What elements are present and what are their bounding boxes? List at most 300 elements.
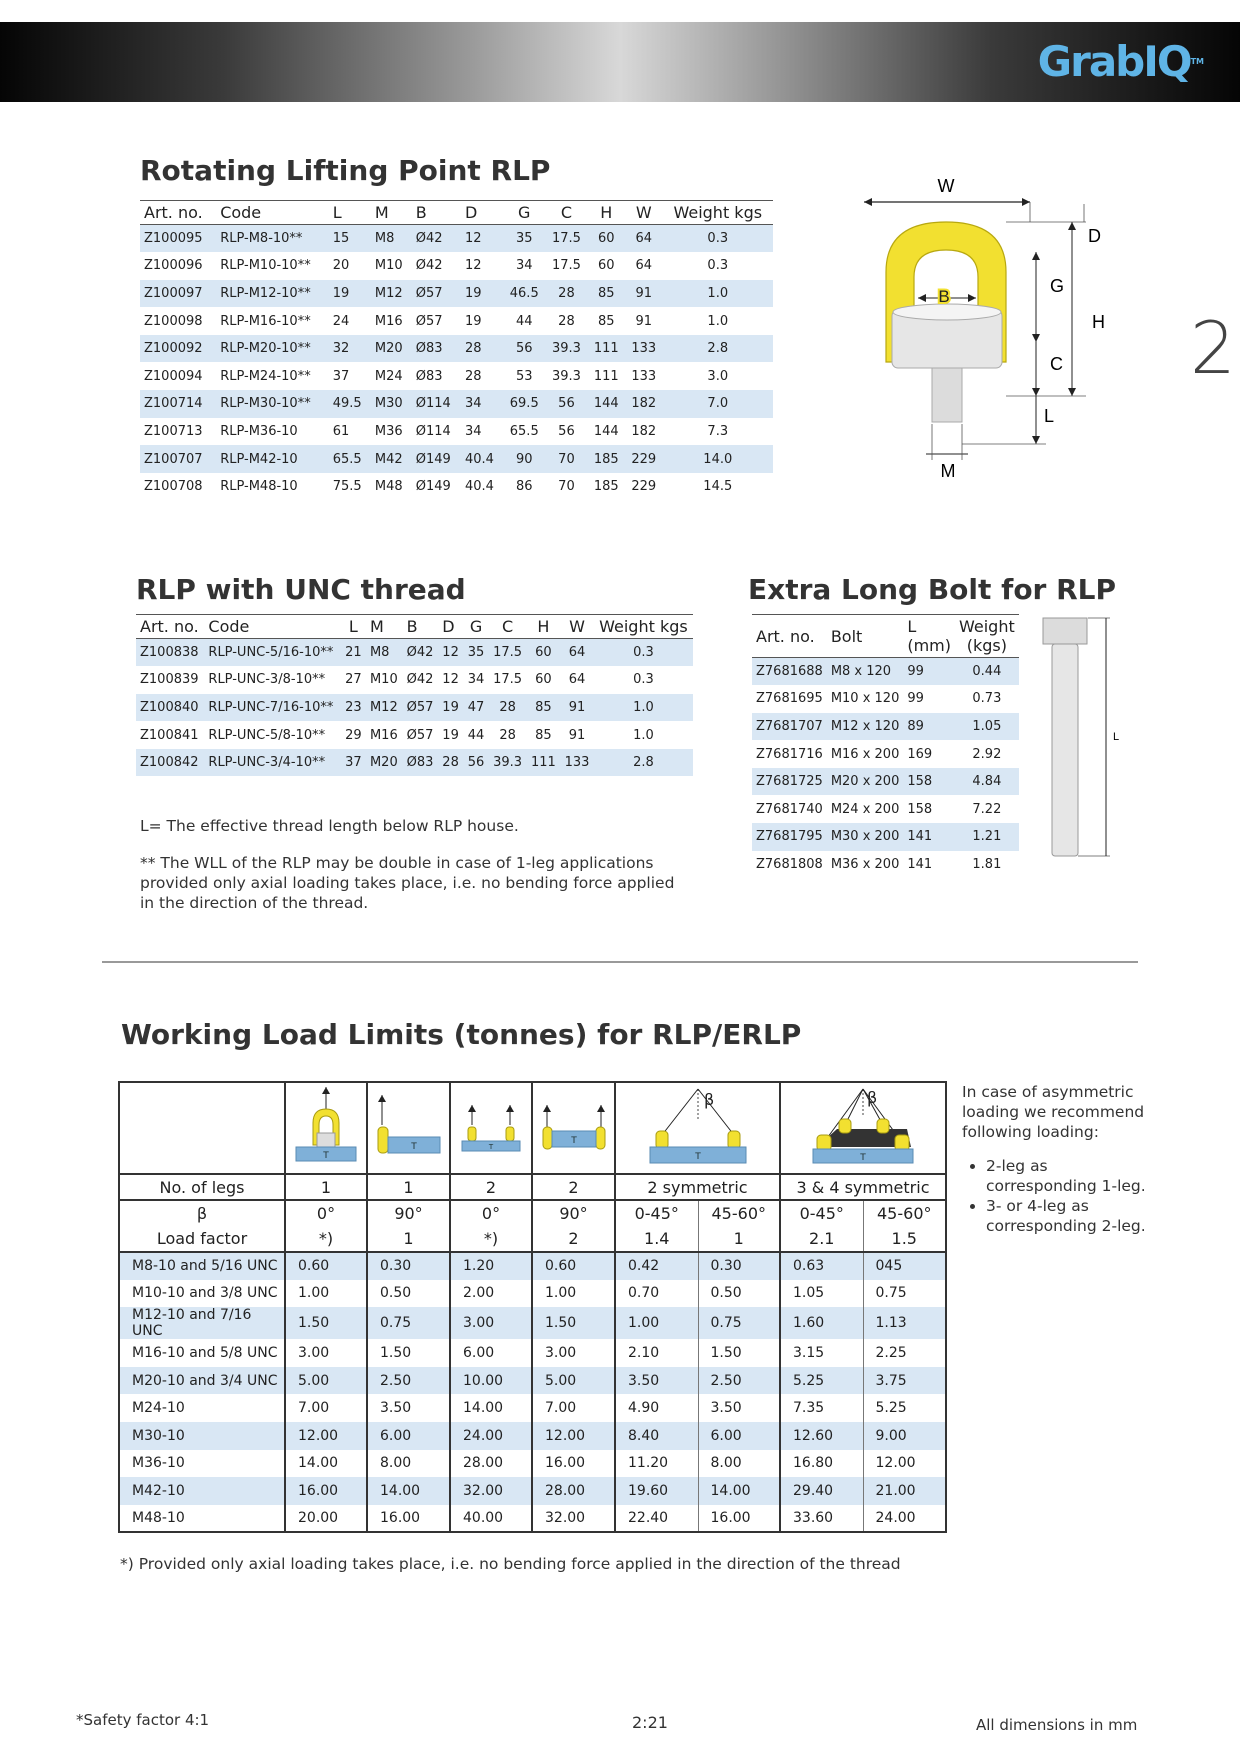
table-cell: 86 <box>503 473 545 501</box>
grabiq-logo: GrabIQTM <box>1037 37 1204 86</box>
section-divider <box>102 961 1138 963</box>
column-header: W <box>560 615 594 639</box>
column-header: Weight (kgs) <box>955 615 1019 658</box>
table-cell: 7.3 <box>707 423 729 439</box>
table-row <box>140 445 773 473</box>
wll-value: 16.80 <box>780 1450 863 1478</box>
table-cell: 56 <box>558 423 575 439</box>
table-row <box>136 721 693 749</box>
table-cell: 90 <box>503 445 545 473</box>
table-cell: M10 x 120 <box>830 691 900 707</box>
wll-value: 0.75 <box>698 1307 780 1339</box>
column-header: H <box>588 201 626 225</box>
beta-value: 45-60° <box>863 1200 946 1226</box>
column-header: G <box>503 201 545 225</box>
table-cell: Z7681795 <box>752 823 827 851</box>
table-cell: 229 <box>625 445 663 473</box>
asymmetric-note-item: • 3- or 4-leg as corresponding 2-leg. <box>986 1196 1162 1236</box>
size-label: M36-10 <box>119 1450 285 1478</box>
table-cell: 12 <box>438 639 463 667</box>
table-cell: RLP-UNC-5/8-10** <box>208 727 326 743</box>
wll-value: 0.75 <box>367 1307 450 1339</box>
table-cell: 29 <box>345 727 362 743</box>
size-label: M30-10 <box>119 1422 285 1450</box>
wll-value: 0.42 <box>615 1252 698 1280</box>
table-cell: M36 x 200 <box>827 851 904 879</box>
wll-value: 3.15 <box>780 1339 863 1367</box>
wll-value: 16.00 <box>285 1477 367 1505</box>
table-cell: RLP-M12-10** <box>216 280 329 308</box>
wll-value: 0.75 <box>863 1280 946 1308</box>
load-factor-value: 2.1 <box>780 1226 863 1252</box>
table-cell: Z100094 <box>144 368 203 384</box>
legs-value: 2 <box>450 1174 532 1200</box>
table-cell: Ø42 <box>403 639 439 667</box>
table-cell: 185 <box>588 445 626 473</box>
table-cell: Ø42 <box>412 225 461 253</box>
table-row <box>136 749 693 777</box>
beta-value: 0-45° <box>615 1200 698 1226</box>
table-cell: 133 <box>631 368 657 384</box>
wll-value: 0.50 <box>698 1280 780 1308</box>
wll-value: 7.00 <box>285 1394 367 1422</box>
bolt-shank <box>1052 644 1078 856</box>
table-cell: 39.3 <box>551 368 581 384</box>
table-cell: M16 <box>369 727 398 743</box>
table-cell: 1.05 <box>955 713 1019 741</box>
size-label: M10-10 and 3/8 UNC <box>119 1280 285 1308</box>
table-cell: 17.5 <box>493 672 523 688</box>
wll-value: 3.50 <box>698 1394 780 1422</box>
table-cell: 23 <box>341 694 366 722</box>
table-cell: RLP-M20-10** <box>216 335 329 363</box>
table-cell: 17.5 <box>551 258 581 274</box>
table-cell: 70 <box>545 445 587 473</box>
table-cell: 28 <box>545 280 587 308</box>
wll-value: 24.00 <box>450 1422 532 1450</box>
table-row <box>119 1280 946 1308</box>
dim-label-g: G <box>1050 276 1065 296</box>
wll-value: 19.60 <box>615 1477 698 1505</box>
wll-value: 1.50 <box>285 1307 367 1339</box>
wll-value: 5.25 <box>780 1367 863 1395</box>
dim-label-w: W <box>937 176 955 196</box>
wll-value: 7.00 <box>532 1394 615 1422</box>
wll-value: 8.00 <box>698 1450 780 1478</box>
wll-value: 12.60 <box>780 1422 863 1450</box>
wll-value: 0.60 <box>285 1252 367 1280</box>
svg-text:β: β <box>867 1088 878 1107</box>
table-cell: 99 <box>903 658 955 686</box>
wll-value: 3.50 <box>367 1394 450 1422</box>
table-cell: 1.21 <box>955 823 1019 851</box>
table-cell: 37 <box>332 368 350 384</box>
table-cell: Z100096 <box>144 258 203 274</box>
table-cell: 17.5 <box>545 225 587 253</box>
column-header: L (mm) <box>903 615 955 658</box>
wll-value: 7.35 <box>780 1394 863 1422</box>
wll-value: 40.00 <box>450 1505 532 1533</box>
table-cell: 56 <box>503 335 545 363</box>
table-cell: 85 <box>588 280 626 308</box>
wll-value: 5.25 <box>863 1394 946 1422</box>
table-cell: 2.92 <box>972 746 1002 762</box>
bolt-diagram <box>1038 612 1118 868</box>
column-header: W <box>625 201 663 225</box>
table-cell: 60 <box>535 672 552 688</box>
table-cell: Z7681707 <box>752 713 827 741</box>
wll-value: 1.50 <box>698 1339 780 1367</box>
table-row <box>752 658 1019 686</box>
load-factor-value: 1 <box>698 1226 780 1252</box>
bolt-dim-label-l: L <box>1113 731 1120 743</box>
table-cell: 4.84 <box>955 768 1019 796</box>
table-cell: 19 <box>442 727 459 743</box>
table-cell: Ø57 <box>406 727 434 743</box>
asymmetric-note <box>962 1082 1162 1236</box>
legs-value: 1 <box>285 1174 367 1200</box>
table-cell: Z100714 <box>140 390 216 418</box>
table-cell: M24 <box>374 368 403 384</box>
table-cell: 28 <box>461 335 503 363</box>
table-row <box>752 851 1019 879</box>
table-row <box>119 1450 946 1478</box>
wll-value: 0.30 <box>698 1252 780 1280</box>
table-cell: 91 <box>560 694 594 722</box>
table-cell: 0.3 <box>594 639 693 667</box>
wll-value: 29.40 <box>780 1477 863 1505</box>
table-cell: 44 <box>515 313 533 329</box>
rlp-bolt <box>932 368 962 422</box>
column-header: Art. no. <box>140 201 216 225</box>
table-cell: 75.5 <box>329 473 371 501</box>
wll-value: 1.00 <box>532 1280 615 1308</box>
column-header: Bolt <box>827 615 904 658</box>
table-cell: Ø57 <box>403 694 439 722</box>
column-header: G <box>463 615 488 639</box>
table-cell: M24 x 200 <box>830 801 900 817</box>
dim-label-c: C <box>1050 354 1063 374</box>
table-cell: 12 <box>461 225 503 253</box>
svg-text:T: T <box>570 1136 577 1146</box>
wll-value: 2.00 <box>450 1280 532 1308</box>
table-cell: RLP-M24-10** <box>220 368 311 384</box>
table-cell: Z7681716 <box>756 746 823 762</box>
table-cell: 0.3 <box>633 672 654 688</box>
table-cell: 32 <box>329 335 371 363</box>
svg-text:T: T <box>410 1142 417 1152</box>
beta-label: β <box>119 1200 285 1226</box>
table-cell: 1.0 <box>707 313 729 329</box>
size-label: M12-10 and 7/16 UNC <box>119 1307 285 1339</box>
table-cell: 185 <box>588 473 626 501</box>
table-cell: M30 <box>371 390 412 418</box>
table-cell: Z100098 <box>144 313 203 329</box>
table-cell: 85 <box>598 313 615 329</box>
pic-2-leg-0 <box>450 1082 532 1174</box>
table-cell: 91 <box>568 727 586 743</box>
wll-value: 3.50 <box>615 1367 698 1395</box>
table-cell: Ø42 <box>406 672 434 688</box>
table-cell: 17.5 <box>489 639 527 667</box>
table-cell: M16 <box>374 313 403 329</box>
table-cell: RLP-UNC-3/4-10** <box>204 749 340 777</box>
wll-value: 4.90 <box>615 1394 698 1422</box>
table-cell: 111 <box>588 335 626 363</box>
wll-value: 1.50 <box>367 1339 450 1367</box>
wll-value: 10.00 <box>450 1367 532 1395</box>
table-cell: 144 <box>588 390 626 418</box>
wll-value: 24.00 <box>863 1505 946 1533</box>
pic-1-leg-0 <box>285 1082 367 1174</box>
table-cell: RLP-UNC-7/16-10** <box>204 694 340 722</box>
table-cell: M20 <box>371 335 412 363</box>
table-cell: 28 <box>489 694 527 722</box>
table-cell: 0.3 <box>707 258 729 274</box>
table-row <box>752 685 1019 713</box>
table-row <box>140 418 773 446</box>
table-row <box>136 639 693 667</box>
wll-value: 3.00 <box>532 1339 615 1367</box>
table-row <box>119 1367 946 1395</box>
table-row <box>119 1394 946 1422</box>
wll-value: 2.10 <box>615 1339 698 1367</box>
legs-value: 1 <box>367 1174 450 1200</box>
size-label: M48-10 <box>119 1505 285 1533</box>
wll-value: 1.20 <box>450 1252 532 1280</box>
table-cell: Z100841 <box>140 727 199 743</box>
wll-value: 8.00 <box>367 1450 450 1478</box>
wll-value: 1.50 <box>532 1307 615 1339</box>
table-cell: 28 <box>558 313 575 329</box>
dim-label-l: L <box>1044 406 1055 426</box>
table-cell: 141 <box>903 823 955 851</box>
load-factor-value: 1.4 <box>615 1226 698 1252</box>
table-cell: 0.44 <box>955 658 1019 686</box>
column-header: H <box>527 615 561 639</box>
table-cell: 39.3 <box>545 335 587 363</box>
table-cell: M12 <box>366 694 403 722</box>
wll-value: 22.40 <box>615 1505 698 1533</box>
column-header: C <box>545 201 587 225</box>
size-label: M8-10 and 5/16 UNC <box>119 1252 285 1280</box>
table-cell: M20 x 200 <box>827 768 904 796</box>
table-cell: 34 <box>461 390 503 418</box>
table-cell: 158 <box>907 801 933 817</box>
load-factor-value: 1.5 <box>863 1226 946 1252</box>
table-cell: Z100839 <box>140 672 199 688</box>
table-cell: Z100092 <box>140 335 216 363</box>
table-cell: 39.3 <box>489 749 527 777</box>
table-cell: 19 <box>464 313 482 329</box>
size-label: M42-10 <box>119 1477 285 1505</box>
table-cell: M30 x 200 <box>827 823 904 851</box>
table-row <box>140 390 773 418</box>
table-cell: 14.5 <box>663 473 773 501</box>
footer-safety-factor: *Safety factor 4:1 <box>76 1711 210 1729</box>
wll-value: 28.00 <box>532 1477 615 1505</box>
table-cell: 47 <box>463 694 488 722</box>
rlp-dimension-diagram <box>856 172 1136 492</box>
dim-label-h: H <box>1092 312 1105 332</box>
wll-value: 12.00 <box>285 1422 367 1450</box>
wll-value: 0.50 <box>367 1280 450 1308</box>
table-cell: 61 <box>332 423 350 439</box>
wll-value: 14.00 <box>450 1394 532 1422</box>
table-cell: Ø57 <box>415 313 443 329</box>
table-cell: 133 <box>560 749 594 777</box>
table-cell: 111 <box>527 749 561 777</box>
table-cell: 99 <box>907 691 924 707</box>
svg-text:T: T <box>488 1143 494 1151</box>
table-cell: 64 <box>625 225 663 253</box>
table-cell: 28 <box>464 368 482 384</box>
wll-value: 16.00 <box>698 1505 780 1533</box>
table-cell: 37 <box>341 749 366 777</box>
table-cell: 35 <box>503 225 545 253</box>
table-row <box>752 823 1019 851</box>
table-cell: Z100840 <box>136 694 204 722</box>
table-row <box>140 307 773 335</box>
load-factor-value: *) <box>450 1226 532 1252</box>
svg-text:T: T <box>860 1153 866 1163</box>
table-cell: M8 <box>366 639 403 667</box>
size-label: M16-10 and 5/8 UNC <box>119 1339 285 1367</box>
table-cell: Ø83 <box>403 749 439 777</box>
wll-value: 6.00 <box>450 1339 532 1367</box>
column-header: Weight kgs <box>663 201 773 225</box>
table-cell: 28 <box>438 749 463 777</box>
load-factor-value: *) <box>285 1226 367 1252</box>
table-cell: 133 <box>625 335 663 363</box>
column-header: Code <box>216 201 329 225</box>
table-cell: M12 <box>371 280 412 308</box>
beta-value: 90° <box>532 1200 615 1226</box>
table-cell: Ø83 <box>412 335 461 363</box>
table-row <box>119 1307 946 1339</box>
table-cell: Ø83 <box>415 368 443 384</box>
table-cell: RLP-M42-10 <box>216 445 329 473</box>
table-cell: 89 <box>903 713 955 741</box>
table-cell: 85 <box>535 727 552 743</box>
table-row <box>119 1477 946 1505</box>
wll-value: 32.00 <box>532 1505 615 1533</box>
column-header: Code <box>204 615 340 639</box>
table-cell: M10 <box>369 672 398 688</box>
header-bar <box>0 22 1240 102</box>
table-cell: 69.5 <box>503 390 545 418</box>
wll-value: 2.25 <box>863 1339 946 1367</box>
table-cell: RLP-M16-10** <box>220 313 311 329</box>
table-cell: RLP-M8-10** <box>216 225 329 253</box>
table-cell: 1.0 <box>633 727 654 743</box>
table-cell: Z100097 <box>140 280 216 308</box>
pic-1-leg-90 <box>367 1082 450 1174</box>
table-cell: 85 <box>527 694 561 722</box>
table-cell: 19 <box>329 280 371 308</box>
table-cell: Ø149 <box>412 473 461 501</box>
beta-value: 0° <box>285 1200 367 1226</box>
table-cell: RLP-M10-10** <box>220 258 311 274</box>
dim-label-d: D <box>1088 226 1101 246</box>
wll-title: Working Load Limits (tonnes) for RLP/ERLP <box>121 1018 802 1051</box>
table-cell: 53 <box>515 368 533 384</box>
table-row <box>140 362 773 390</box>
wll-value: 0.70 <box>615 1280 698 1308</box>
table-cell: RLP-M36-10 <box>220 423 298 439</box>
table-cell: 56 <box>463 749 488 777</box>
table-cell: RLP-UNC-3/8-10** <box>208 672 326 688</box>
wll-value: 16.00 <box>532 1450 615 1478</box>
table-cell: 70 <box>545 473 587 501</box>
wll-value: 11.20 <box>615 1450 698 1478</box>
column-header: Art. no. <box>136 615 204 639</box>
table-cell: 28 <box>499 727 516 743</box>
table-row <box>752 768 1019 796</box>
table-cell: 35 <box>463 639 488 667</box>
beta-value: 0° <box>450 1200 532 1226</box>
wll-value: 3.75 <box>863 1367 946 1395</box>
table-cell: Z100708 <box>140 473 216 501</box>
wll-value: 6.00 <box>367 1422 450 1450</box>
table-cell: M12 x 120 <box>827 713 904 741</box>
table-cell: Z100842 <box>136 749 204 777</box>
table-cell: 91 <box>625 280 663 308</box>
table-cell: 1.0 <box>663 280 773 308</box>
wll-value: 9.00 <box>863 1422 946 1450</box>
table-cell: M8 <box>371 225 412 253</box>
wll-value: 1.60 <box>780 1307 863 1339</box>
table-cell: M8 x 120 <box>827 658 904 686</box>
table-cell: Z7681695 <box>756 691 823 707</box>
table-cell: 60 <box>588 225 626 253</box>
bolt-table <box>752 614 1019 879</box>
legs-value: 3 & 4 symmetric <box>780 1174 946 1200</box>
table-row <box>752 740 1019 768</box>
table-cell: 141 <box>903 851 955 879</box>
svg-text:T: T <box>694 1152 701 1162</box>
dim-label-m: M <box>940 461 956 481</box>
column-header: L <box>329 201 371 225</box>
wll-value: 5.00 <box>285 1367 367 1395</box>
bolt-head <box>1043 618 1087 644</box>
table-row <box>119 1252 946 1280</box>
table-cell: 19 <box>438 694 463 722</box>
table-cell: Ø42 <box>415 258 443 274</box>
table-cell: M16 x 200 <box>830 746 900 762</box>
table-cell: 169 <box>907 746 933 762</box>
table-cell: Z7681740 <box>756 801 823 817</box>
table-cell: 144 <box>593 423 619 439</box>
wll-value: 28.00 <box>450 1450 532 1478</box>
table-cell: Z7681725 <box>752 768 827 796</box>
wll-value: 1.00 <box>285 1280 367 1308</box>
table-cell: 64 <box>635 258 653 274</box>
wll-value: 045 <box>863 1252 946 1280</box>
table-cell: Ø57 <box>412 280 461 308</box>
table-cell: 0.73 <box>972 691 1002 707</box>
table-cell: 60 <box>598 258 615 274</box>
column-header: L <box>341 615 366 639</box>
table-cell: 12 <box>464 258 482 274</box>
table-row <box>752 713 1019 741</box>
table-cell: Z7681808 <box>752 851 827 879</box>
table-row <box>140 252 773 280</box>
table-cell: Z100707 <box>140 445 216 473</box>
unc-table <box>136 614 693 777</box>
table-row <box>752 795 1019 823</box>
table-row <box>119 1339 946 1367</box>
